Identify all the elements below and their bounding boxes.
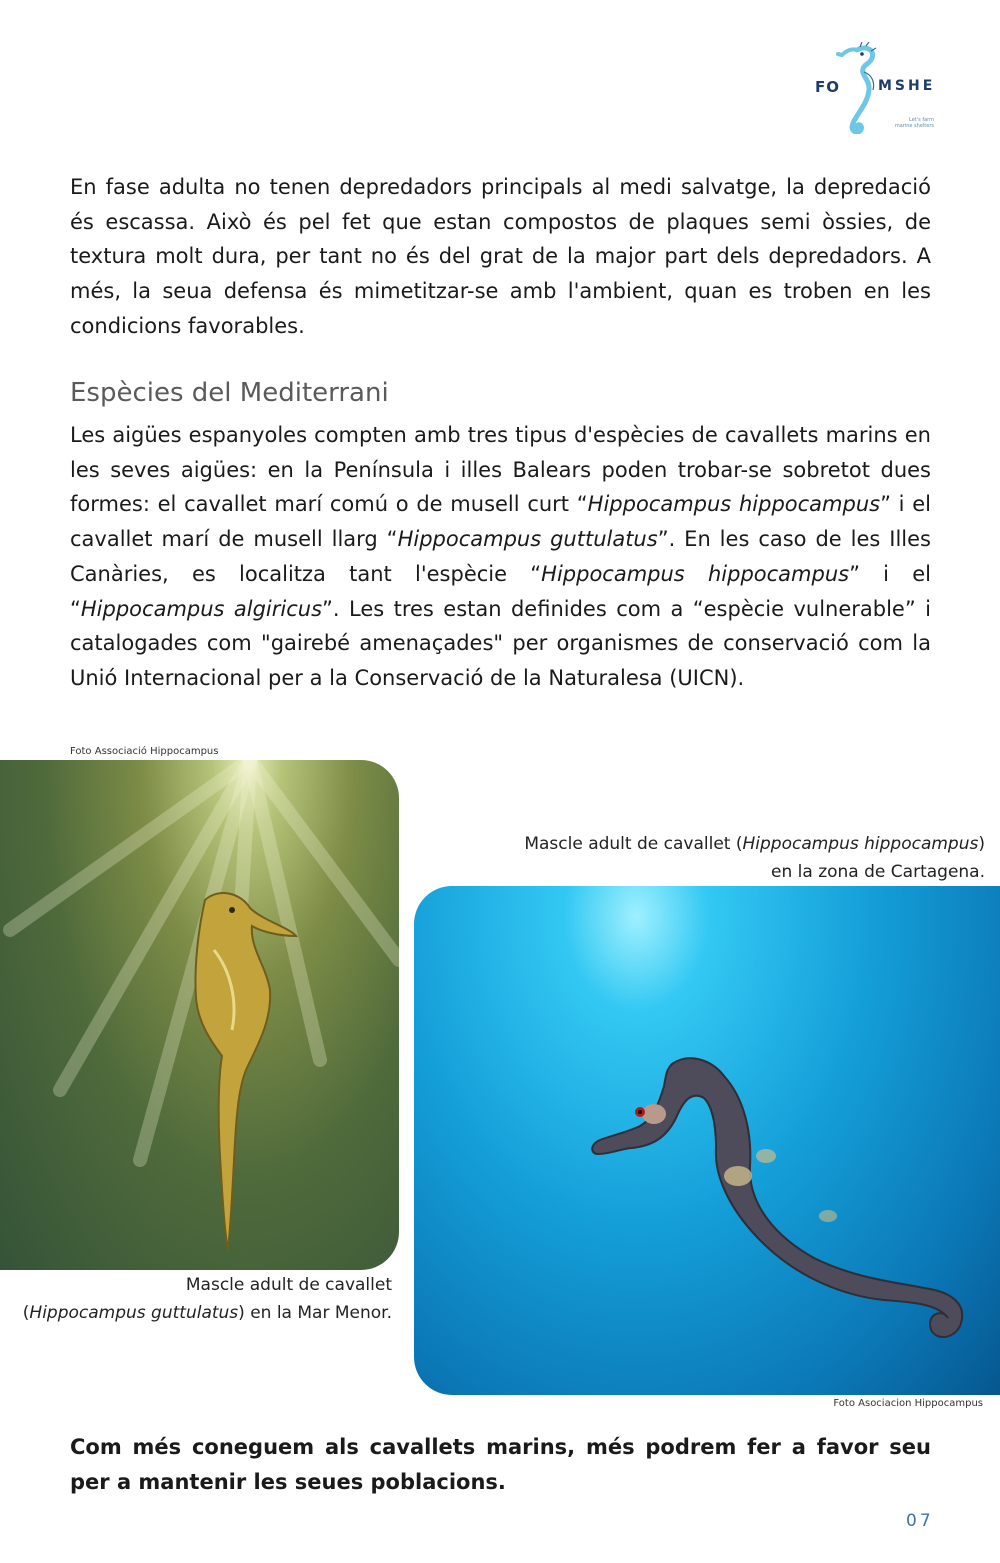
caption-species: Hippocampus guttulatus: [29, 1303, 239, 1323]
caption-text: (: [22, 1303, 30, 1323]
seahorse-photo-hippocampus: [414, 886, 1000, 1395]
body-text: ” i el cavallet marí de musell llarg “: [70, 492, 931, 552]
species-name: Hippocampus hippocampus: [587, 492, 881, 517]
caption-text: ): [978, 834, 985, 854]
species-name: Hippocampus hippocampus: [541, 561, 850, 586]
species-name: Hippocampus guttulatus: [397, 527, 658, 552]
body-text: Les aigües espanyoles compten amb tres tipus d'espècies de cavallets marins en les seves aigües: en la Península i illes Balears poden trobar-se sobretot dues formes: el cavallet marí comú o de musell curt “: [70, 423, 931, 517]
species-name: Hippocampus algiricus: [80, 596, 323, 621]
body-text: ” i el “: [70, 561, 931, 621]
caption-line: en la zona de Cartagena.: [771, 862, 985, 882]
section-heading: Espècies del Mediterrani: [70, 378, 389, 408]
photo-credit-right: Foto Asociacion Hippocampus: [833, 1398, 983, 1409]
caption-text: ) en la Mar Menor.: [238, 1303, 392, 1323]
body-text: ”. En les caso de les Illes Canàries, es localitza tant l'espècie “: [70, 527, 931, 586]
intro-paragraph: En fase adulta no tenen depredadors principals al medi salvatge, la depredació és escassa. Això és pel fet que estan compostos de plaques semi òssies, de textura molt dura, per tant no és del grat de la major part dels depredadors. A més, la seua defensa és mimetitzar-se amb l'ambient, quan es troben en les condicions favorables.: [70, 175, 931, 338]
caption-text: Mascle adult de cavallet (: [524, 834, 743, 854]
logo-tagline: Let's farm marine shelters: [894, 117, 934, 129]
fomshe-logo: [808, 38, 938, 138]
caption-species: Hippocampus hippocampus: [742, 834, 979, 854]
seahorse-icon: [836, 42, 882, 134]
photo-credit-left: Foto Associació Hippocampus: [70, 746, 219, 757]
caption-line: Mascle adult de cavallet: [185, 1275, 392, 1295]
section-body: [70, 418, 931, 696]
page-number: 07: [906, 1511, 934, 1531]
body-text: ”. Les tres estan definides com a “espècie vulnerable” i catalogades com "gairebé amenaçades" per organismes de conservació com la Unió Internacional per a la Conservació de la Naturalesa (UICN).: [70, 596, 931, 690]
photo-caption-right: [485, 830, 985, 886]
photo-caption-left: [0, 1271, 392, 1327]
logo-suffix: MSHE: [878, 78, 936, 94]
logo-prefix: FO: [815, 78, 840, 96]
caption-line: [485, 830, 985, 858]
closing-statement: Com més coneguem als cavallets marins, més podrem fer a favor seu per a mantenir les seues poblacions.: [70, 1435, 931, 1494]
caption-line: [0, 1299, 392, 1327]
seahorse-photo-guttulatus: [0, 760, 399, 1270]
